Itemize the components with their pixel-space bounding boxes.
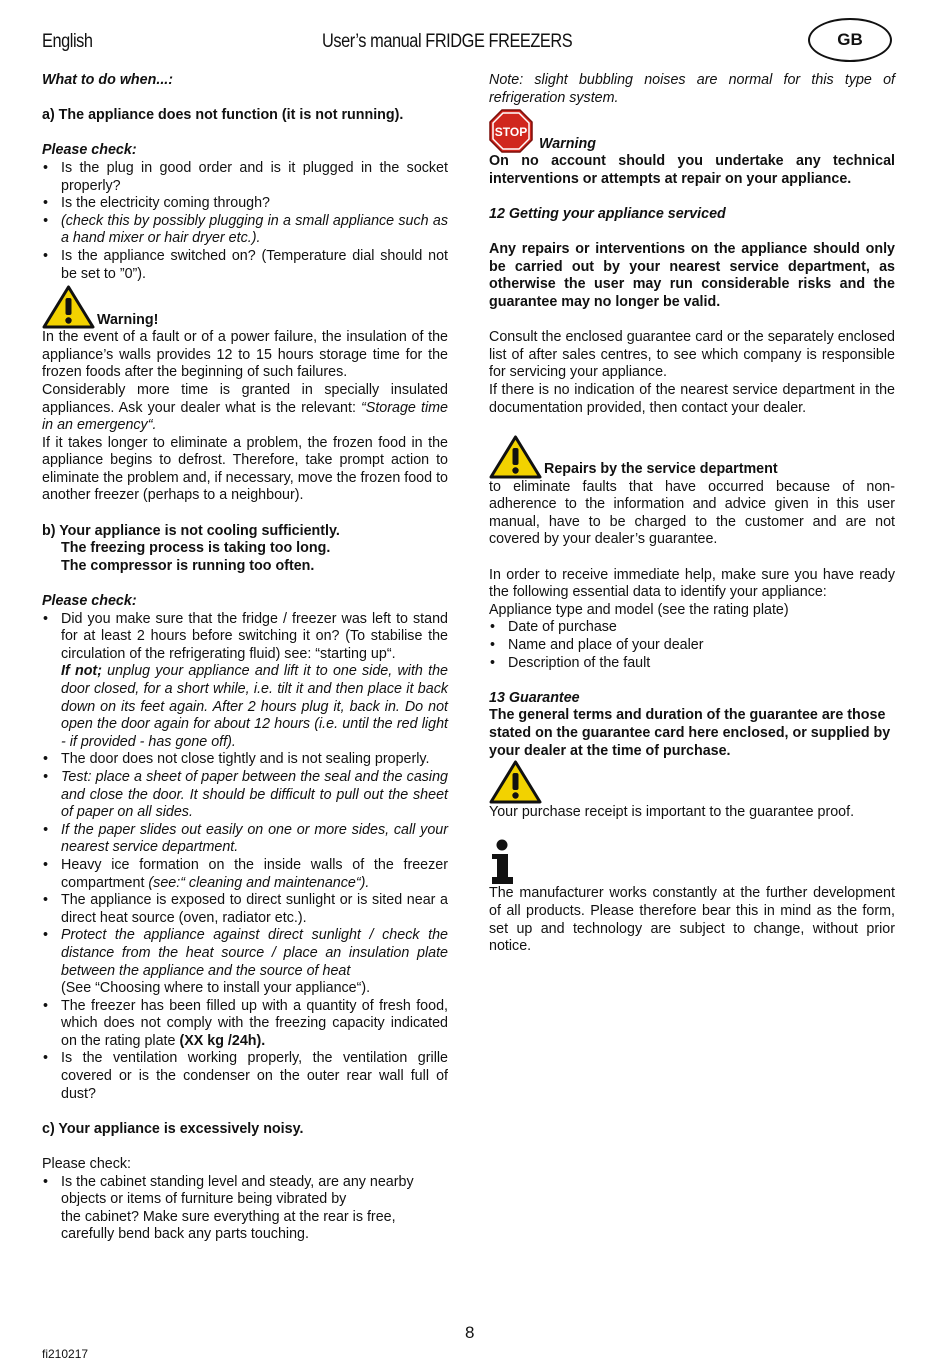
receipt-text: Your purchase receipt is important to the guarantee proof.: [489, 804, 855, 821]
section-a-title: a) The appliance does not function (it is not running).: [42, 107, 404, 124]
manufacturer-text: The manufacturer works constantly at the further development of all products. Please therefore bear this in mind as the form, set up and technology are subject to change, without prior notice.: [489, 885, 895, 955]
svg-text:STOP: STOP: [494, 125, 528, 140]
section-c-list: [42, 1174, 448, 1244]
section-b-title: b) Your appliance is not cooling sufficiently.: [42, 522, 340, 539]
list-item: • The appliance is exposed to direct sunlight or is sited near a direct heat source (oven, radiator etc.).: [42, 892, 448, 927]
warning-triangle-icon: [489, 435, 542, 479]
section-c-check-label: Please check:: [42, 1156, 132, 1173]
stop-warning-label: Warning: [539, 135, 596, 152]
info-icon: [489, 839, 515, 885]
section-a-list: [42, 160, 448, 283]
section-b-check-label: Please check:: [42, 593, 137, 610]
warning-paragraph: In the event of a fault or of a power failure, the insulation of the appliance’s walls provides 12 to 15 hours storage time for the frozen foods after the beginning of such failures.: [42, 329, 448, 381]
list-item: • (check this by possibly plugging in a small appliance such as a hand mixer or hair dryer etc.).: [42, 213, 448, 248]
section-12-paragraph: If there is no indication of the nearest service department in the documentation provided, then contact your dealer.: [489, 381, 895, 416]
stop-warning-text: On no account should you undertake any technical interventions or attempts at repair on your appliance.: [489, 153, 895, 187]
left-column: [42, 72, 448, 1244]
repairs-paragraph: to eliminate faults that have occurred because of non-adherence to the information and advice given in this user manual, have to be charged to the customer and are not covered by your dealer’s guarantee.: [489, 478, 895, 548]
section-12-paragraph: Consult the enclosed guarantee card or the separately enclosed list of after sales centres, to see which company is responsible for servicing your appliance.: [489, 329, 895, 381]
warning-paragraph: Considerably more time is granted in specially insulated appliances. Ask your dealer what is the relevant: “Storage time in an emergency“.: [42, 381, 448, 434]
section-12-notice: Any repairs or interventions on the appliance should only be carried out by your nearest service department, as otherwise the user may run considerable risks and the guarantee may no longer be valid.: [489, 241, 895, 310]
warning-label: Warning!: [97, 311, 159, 328]
section-a-check-label: Please check:: [42, 142, 137, 159]
country-badge: GB: [808, 18, 892, 62]
list-item: • Protect the appliance against direct sunlight / check the distance from the heat source / place an insulation plate between the appliance and the source of heat (See “Choosing where to install your appliance“).: [42, 927, 448, 997]
list-item: • Did you make sure that the fridge / freezer was left to stand for at least 2 hours before switching it on? (To stabilise the circulation of the refrigerating fluid) see: “starting up“. If not; unplug your appliance and lift it to one side, with the door closed, for a short while, i.e. tilt it and then place it back down on its feet again. After 2 hours plug it, back in. Do not open the door again for about 12 hours (i.e. until the red light - if provided - has gone off).: [42, 611, 448, 752]
right-column: [489, 72, 895, 956]
section-title: What to do when...:: [42, 72, 174, 88]
list-item: • Date of purchase: [489, 619, 895, 637]
section-13-text: The general terms and duration of the guarantee are those stated on the guarantee card here enclosed, or supplied by your dealer at the time of purchase.: [489, 707, 891, 759]
stop-warning-heading: [489, 109, 895, 153]
help-line: Appliance type and model (see the rating plate): [489, 601, 789, 618]
repairs-heading: [489, 435, 895, 479]
stop-sign-icon: [489, 109, 533, 153]
list-item: • Is the plug in good order and is it plugged in the socket properly?: [42, 160, 448, 195]
list-item: • Heavy ice formation on the inside walls of the freezer compartment (see:“ cleaning and maintenance“).: [42, 857, 448, 892]
list-item: • The door does not close tightly and is not sealing properly.: [42, 751, 448, 769]
section-b-list: [42, 611, 448, 1104]
warning-paragraph: If it takes longer to eliminate a problem, the frozen food in the appliance begins to defrost. Therefore, take prompt action to eliminate the problem and, if necessary, move the frozen food to another freezer (perhaps to a neighbour).: [42, 434, 448, 504]
warning-triangle-icon: [489, 760, 542, 804]
section-c-title: c) Your appliance is excessively noisy.: [42, 1120, 304, 1137]
list-item: • Is the appliance switched on? (Temperature dial should not be set to ”0”).: [42, 248, 448, 283]
section-b-title: The compressor is running too often.: [61, 557, 315, 574]
section-13-title: 13 Guarantee: [489, 689, 580, 706]
section-12-title: 12 Getting your appliance serviced: [489, 205, 726, 222]
warning-heading: [42, 285, 448, 329]
section-b-title: The freezing process is taking too long.: [61, 540, 331, 557]
list-item: • Is the electricity coming through?: [42, 195, 448, 213]
header-title: User’s manual FRIDGE FREEZERS: [322, 31, 573, 52]
list-item: • Is the cabinet standing level and steady, are any nearby objects or items of furniture being vibrated by the cabinet? Make sure everything at the rear is free, carefully bend back any parts touching.: [42, 1174, 448, 1244]
list-item: • The freezer has been filled up with a quantity of fresh food, which does not comply with the freezing capacity indicated on the rating plate (XX kg /24h).: [42, 998, 448, 1051]
note-paragraph: Note: slight bubbling noises are normal for this type of refrigeration system.: [489, 72, 895, 106]
info-heading: [489, 839, 895, 885]
warning-triangle-icon: [42, 285, 95, 329]
document-code: fi210217: [42, 1347, 89, 1361]
list-item: • Name and place of your dealer: [489, 637, 895, 655]
repairs-first-line: Repairs by the service department: [544, 461, 778, 478]
help-paragraph: In order to receive immediate help, make sure you have ready the following essential data to identify your appliance:: [489, 566, 895, 601]
header-language: English: [42, 31, 93, 52]
page-number: 8: [465, 1323, 475, 1342]
list-item: • Test: place a sheet of paper between the seal and the casing and close the door. It should be difficult to pull out the sheet of paper on all sides.: [42, 769, 448, 822]
list-item: • If the paper slides out easily on one or more sides, call your nearest service department.: [42, 822, 448, 857]
help-list: [489, 619, 895, 672]
list-item: • Is the ventilation working properly, the ventilation grille covered or is the condenser on the outer rear wall full of dust?: [42, 1050, 448, 1103]
list-item: • Description of the fault: [489, 655, 895, 673]
receipt-heading: [489, 760, 895, 804]
